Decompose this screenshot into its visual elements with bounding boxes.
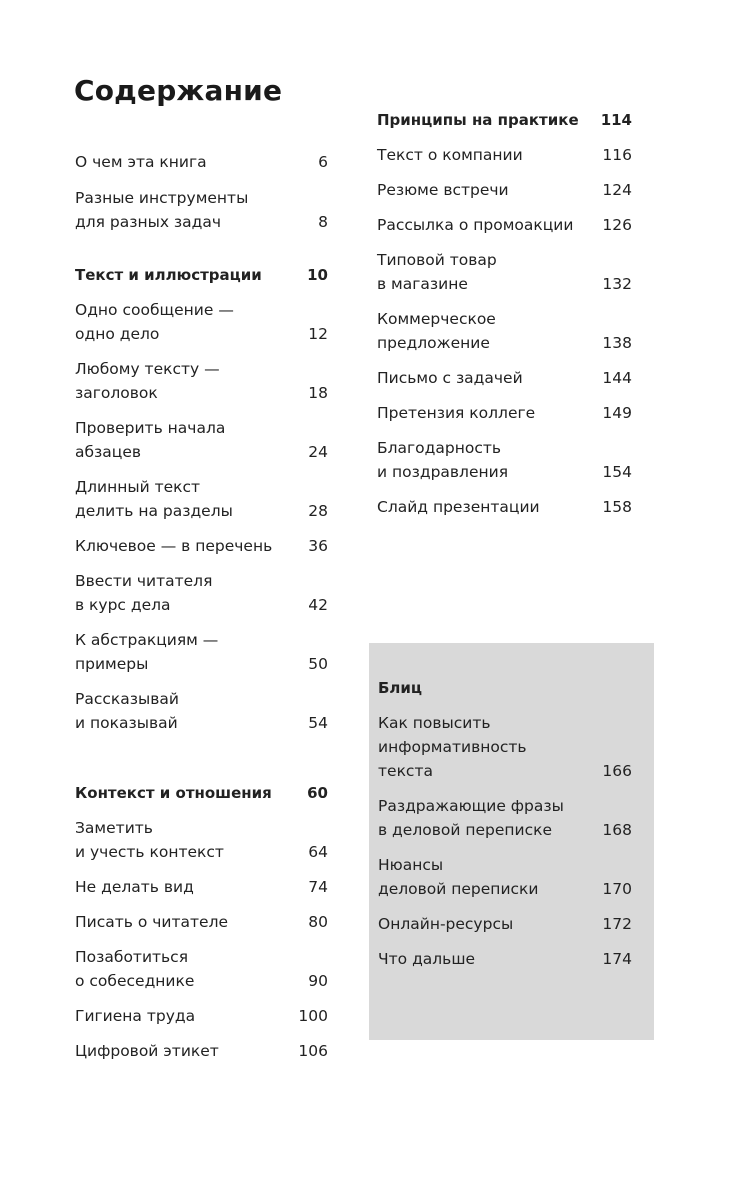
blitz-title: Блиц [378,679,423,697]
toc-entry-title: Как повысить информативность текста [378,714,527,780]
toc-entry-title: О чем эта книга [75,153,207,171]
toc-entry-title: Ввести читателя в курс дела [75,572,213,614]
toc-entry-page: 106 [298,1042,328,1060]
toc-entry[interactable] [377,366,632,390]
toc-entry-page: 6 [318,153,328,171]
toc-entry-title: Ключевое — в перечень [75,537,273,555]
toc-entry-page: 50 [308,655,328,673]
toc-entry-page: 24 [308,443,328,461]
toc-entry-title: Длинный текст делить на разделы [75,478,233,520]
toc-entry[interactable] [75,816,328,864]
toc-entry[interactable] [75,475,328,523]
toc-entry[interactable] [75,910,328,934]
toc-entry-page: 36 [308,537,328,555]
toc-entry[interactable] [75,186,328,234]
toc-entry[interactable] [75,875,328,899]
toc-entry-page: 138 [602,334,632,352]
toc-entry[interactable] [75,416,328,464]
toc-entry-page: 172 [602,915,632,933]
toc-entry-title: Онлайн-ресурсы [378,915,514,933]
toc-entry-page: 144 [602,369,632,387]
toc-entry-title: Проверить начала абзацев [75,419,226,461]
toc-entry[interactable] [377,143,632,167]
toc-entry-page: 154 [602,463,632,481]
toc-entry-title: Рассказывай и показывай [75,690,179,732]
toc-entry[interactable] [378,711,632,783]
toc-entry-page: 54 [308,714,328,732]
toc-entry-title: Не делать вид [75,878,194,896]
toc-entry-title: Любому тексту — заголовок [75,360,220,402]
toc-section-title: Контекст и отношения [75,784,272,802]
toc-entry-page: 64 [308,843,328,861]
toc-entry[interactable] [75,298,328,346]
toc-entry-page: 124 [602,181,632,199]
toc-entry[interactable] [378,912,632,936]
toc-entry-title: Позаботиться о собеседнике [75,948,195,990]
toc-entry[interactable] [377,436,632,484]
toc-entry[interactable] [75,569,328,617]
toc-entry-title: Раздражающие фразы в деловой переписке [378,797,564,839]
toc-entry-page: 166 [602,762,632,780]
toc-entry[interactable] [75,1004,328,1028]
toc-entry[interactable] [377,178,632,202]
toc-entry[interactable] [75,687,328,735]
toc-entry-page: 90 [308,972,328,990]
toc-section-heading[interactable] [75,263,328,287]
toc-entry[interactable] [377,307,632,355]
toc-entry[interactable] [75,628,328,676]
toc-entry-title: Письмо с задачей [377,369,523,387]
toc-entry-title: К абстракциям — примеры [75,631,219,673]
toc-entry-title: Нюансы деловой переписки [378,856,539,898]
toc-section-heading[interactable] [378,676,632,700]
toc-entry-page: 74 [308,878,328,896]
toc-entry-page: 174 [602,950,632,968]
toc-section-title: Принципы на практике [377,111,579,129]
toc-entry-title: Одно сообщение — одно дело [75,301,234,343]
toc-entry[interactable] [378,853,632,901]
toc-entry[interactable] [377,213,632,237]
toc-entry[interactable] [75,945,328,993]
toc-entry-page: 100 [298,1007,328,1025]
toc-entry-title: Что дальше [378,950,476,968]
toc-left-column [75,150,328,1063]
toc-entry-page: 132 [602,275,632,293]
toc-entry[interactable] [377,248,632,296]
toc-entry[interactable] [75,1039,328,1063]
toc-entry[interactable] [378,947,632,971]
toc-entry-title: Гигиена труда [75,1007,196,1025]
toc-entry-page: 28 [308,502,328,520]
toc-entry-title: Резюме встречи [377,181,509,199]
toc-entry[interactable] [75,534,328,558]
toc-section-title: Текст и иллюстрации [75,266,262,284]
toc-entry-page: 149 [602,404,632,422]
toc-entry[interactable] [75,150,328,174]
toc-entry[interactable] [377,401,632,425]
blitz-list [378,676,632,971]
toc-section-page: 60 [307,784,328,802]
toc-entry-page: 8 [318,213,328,231]
toc-entry[interactable] [378,794,632,842]
toc-entry-title: Рассылка о промоакции [377,216,574,234]
toc-entry-page: 116 [602,146,632,164]
toc-section-page: 114 [600,111,632,129]
toc-entry-page: 168 [602,821,632,839]
toc-entry-title: Коммерческое предложение [377,310,496,352]
toc-entry-title: Текст о компании [377,146,523,164]
toc-entry-page: 80 [308,913,328,931]
toc-entry-title: Претензия коллеге [377,404,536,422]
toc-entry-title: Благодарность и поздравления [377,439,509,481]
toc-section-heading[interactable] [377,108,632,132]
toc-entry[interactable] [377,495,632,519]
toc-entry-page: 12 [308,325,328,343]
toc-section-page: 10 [307,266,328,284]
toc-entry-page: 126 [602,216,632,234]
toc-right-column [377,108,632,519]
toc-entry-title: Разные инструменты для разных задач [75,189,249,231]
toc-entry-title: Типовой товар в магазине [377,251,497,293]
toc-entry-page: 42 [308,596,328,614]
toc-entry-title: Цифровой этикет [75,1042,219,1060]
toc-section-heading[interactable] [75,781,328,805]
toc-entry-page: 18 [308,384,328,402]
toc-entry-title: Заметить и учесть контекст [75,819,224,861]
toc-entry-page: 158 [602,498,632,516]
page-title: Содержание [74,74,283,107]
toc-entry-title: Писать о читателе [75,913,229,931]
toc-entry-title: Слайд презентации [377,498,540,516]
toc-entry-page: 170 [602,880,632,898]
toc-entry[interactable] [75,357,328,405]
